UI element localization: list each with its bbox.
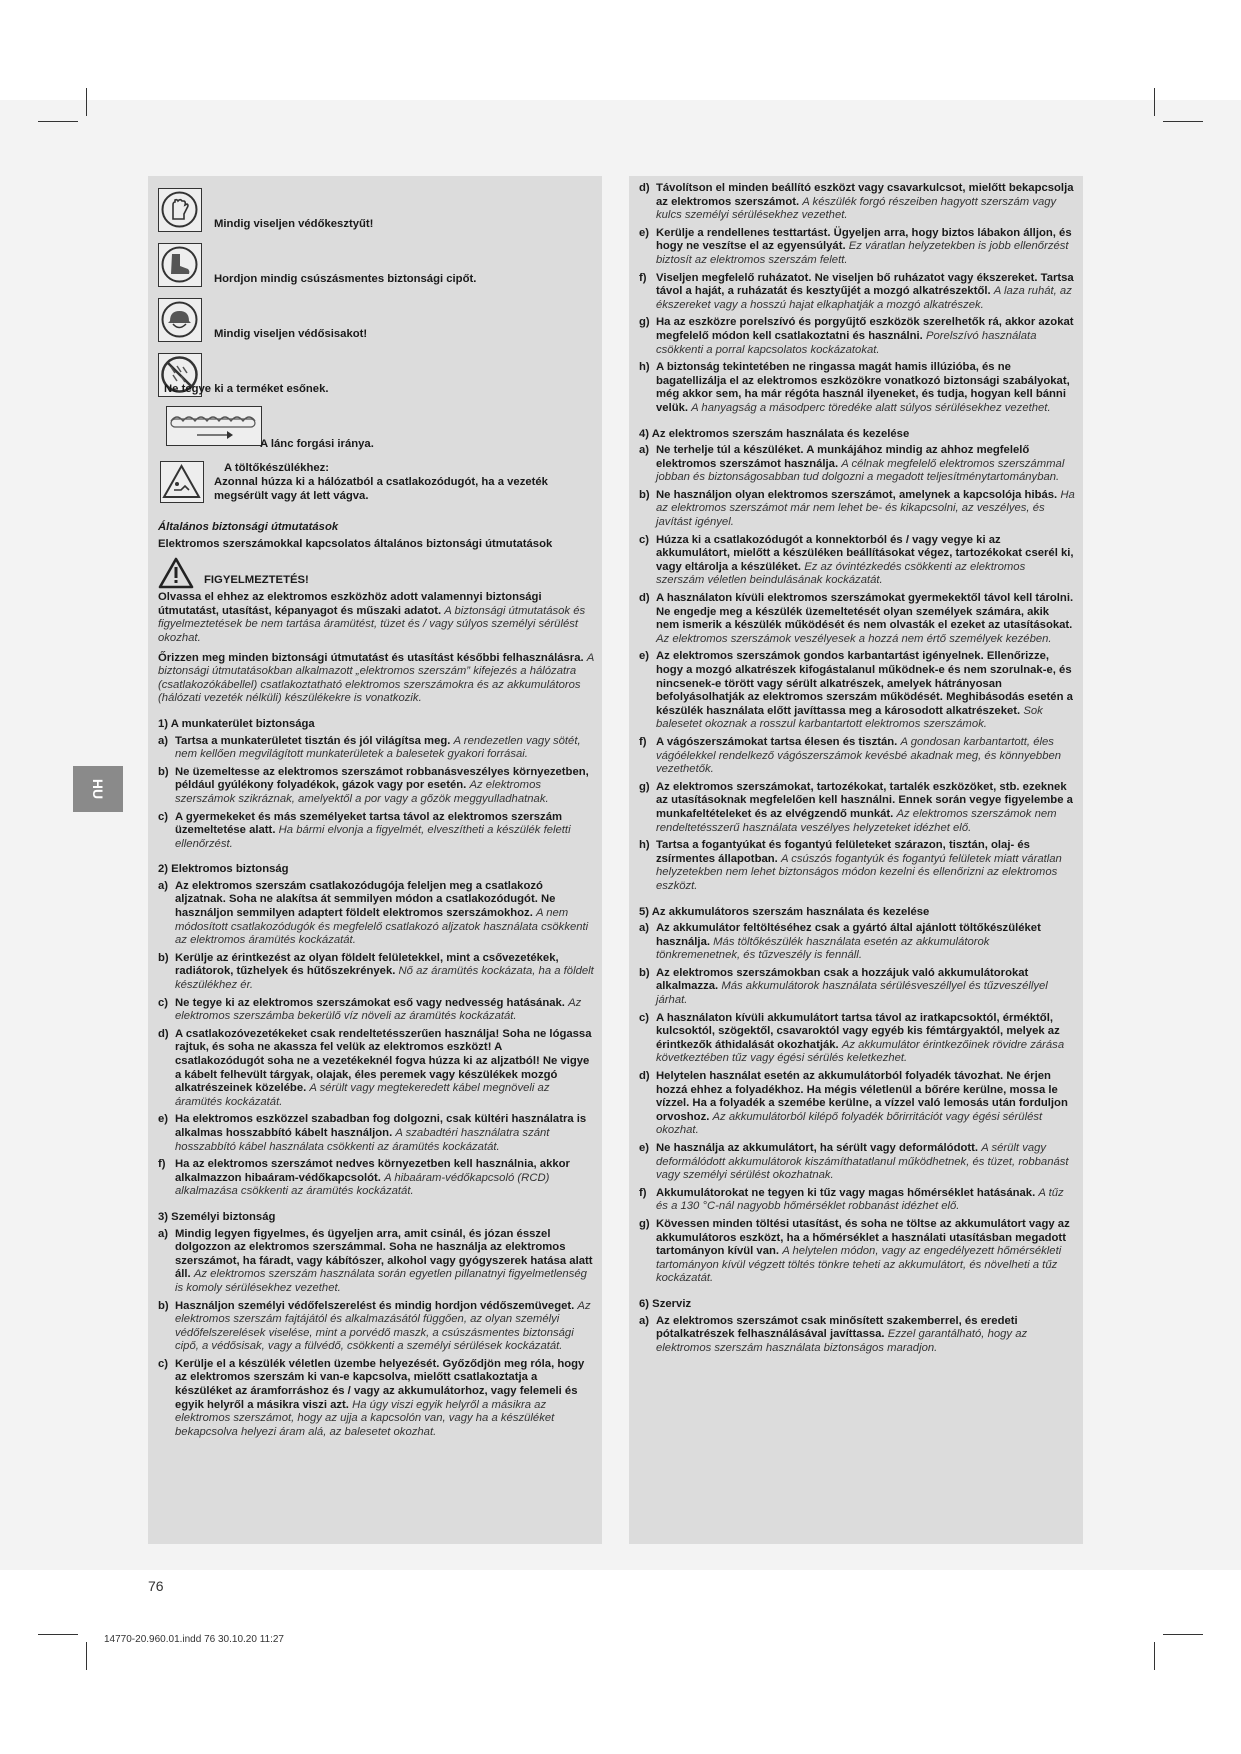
item-italic-text: A nem módosított csatlakozódugók és megfelelő csatlakozó aljzatok használata csökkenti az elektromos áramütés kockázatát. (175, 907, 589, 947)
general-subheading: Elektromos szerszámokkal kapcsolatos általános biztonsági útmutatások (158, 537, 553, 550)
general-paragraph (158, 652, 594, 706)
item-bold-text: Ne üzemeltesse az elektromos szerszámot robbanásveszélyes környezetben, például gyúlékony folyadékok, gázok vagy por esetén. (175, 765, 589, 792)
item-italic-text: Sok balesetet okoznak a rosszul karbantartott elektromos szerszámok. (656, 704, 1043, 731)
item-label: b) (158, 1299, 169, 1312)
item-text (656, 650, 1075, 732)
list-item (639, 534, 1075, 588)
gloves-icon (158, 188, 202, 232)
charger-text: Azonnal húzza ki a hálózatból a csatlakozódugót, ha a vezeték megsérült vagy át lett vágva. (214, 476, 548, 502)
list-item (639, 227, 1075, 268)
item-italic-text: Az elektromos szerszámok veszélyesek a hozzá nem értő személyek kezében. (656, 632, 1052, 645)
symbol-text: A lánc forgási iránya. (260, 438, 374, 450)
item-label: b) (639, 488, 650, 501)
item-bold-text: Az elektromos szerszámok gondos karbantartást igényelnek. Ellenőrizze, hogy a mozgó alkatrészek kifogástalanul működnek-e és nem szorulnak-e, és nincsenek-e törött vagy sérült alkatrészek, amelyek hátrányosan befolyásolhatják az elektromos szerszám működését. Meghibásodás esetén a készülék használata előtt javíttassa meg a károsodott alkatrészeket. (656, 650, 1073, 717)
item-bold-text: Ne terhelje túl a készüléket. A munkájához mindig az ahhoz megfelelő elektromos szerszámot használja. (656, 444, 1030, 470)
item-italic-text: Ezzel garantálható, hogy az elektromos szerszám használata biztonságos maradjon. (656, 1328, 1028, 1354)
list-item (158, 1113, 594, 1154)
item-bold-text: Viseljen megfelelő ruházatot. Ne viseljen bő ruházatot vagy ékszereket. Tartsa távol a haját, a ruházatát és kesztyűjét a mozgó alkatrészektől. (656, 271, 1074, 298)
list-item (639, 839, 1075, 893)
item-italic-text: Ha az elektromos szerszámot már nem lehet be- és kikapcsolni, az veszélyes, és javítást igényel. (656, 488, 1075, 529)
item-label: f) (639, 1186, 647, 1199)
item-bold-text: Kerülje el a készülék véletlen üzembe helyezését. Győződjön meg róla, hogy az elektromos szerszám ki van-e kapcsolva, mielőtt csatlakoztatja a készüléket az áramforráshoz és / vagy az akkumulátorhoz, vagy felemeli és egyik helyről a másikra viszi azt. (175, 1357, 585, 1411)
item-label: c) (639, 1011, 650, 1024)
item-text (175, 1028, 594, 1110)
item-bold-text: Az akkumulátor feltöltéséhez csak a gyártó által ajánlott töltőkészüléket használja. (656, 922, 1041, 948)
item-italic-text: A tűz és a 130 °C-nál nagyobb hőmérséklet robbanást idézhet elő. (656, 1186, 1064, 1213)
item-bold-text: Ha az eszközre porelszívó és porgyűjtő eszközök szerelhetők rá, akkor azokat megfelelő módon kell csatlakoztatni és használni. (656, 316, 1074, 342)
item-text (175, 1113, 594, 1154)
language-tab-label: HU (89, 778, 106, 800)
item-italic-text: Ez az óvintézkedés csökkenti az elektromos szerszám véletlen beindulásának kockázatát. (656, 560, 1026, 587)
list-item (158, 952, 594, 993)
item-bold-text: Tartsa a fogantyúkat és fogantyú felületeket szárazon, tisztán, olaj- és zsírmentes állapotban. (656, 839, 1030, 865)
warning-label: FIGYELMEZTETÉS! (204, 574, 309, 587)
item-label: d) (639, 1070, 650, 1083)
item-label: h) (639, 361, 650, 374)
item-italic-text: Ha bármi elvonja a figyelmét, elveszítheti a készülék feletti ellenőrzést. (175, 824, 571, 850)
item-bold-text: Tartsa a munkaterületet tisztán és jól világítsa meg. (175, 734, 451, 747)
left-column (148, 176, 602, 1544)
page-number: 76 (148, 1578, 164, 1594)
item-italic-text: Az akkumulátorból kilépő folyadék bőrirritációt vagy égési sérülést okozhat. (656, 1110, 1043, 1137)
item-label: d) (158, 1027, 169, 1040)
item-bold-text: Az elektromos szerszámot csak minősített szakemberrel, és eredeti pótalkatrészek felhasználásával javíttassa. (656, 1314, 1018, 1341)
item-label: g) (639, 1217, 650, 1230)
list-item (639, 316, 1075, 357)
item-italic-text: A csúszós fogantyúk és fogantyú felületek miatt váratlan helyzetekben nem lehet biztonságos módon kezelni és ellenőrizni az elektromos eszközt. (656, 852, 1062, 892)
list-item (639, 361, 1075, 415)
list-item (158, 1300, 594, 1354)
general-p2-bold: Őrizzen meg minden biztonsági útmutatást és utasítást későbbi felhasználásra. (158, 651, 584, 664)
item-text (175, 1358, 594, 1440)
item-text (175, 766, 594, 807)
item-bold-text: Mindig legyen figyelmes, és ügyeljen arra, amit csinál, és józan ésszel dolgozzon az elektromos szerszámmal. Soha ne használja az elektromos szerszámot, ha fáradt, vagy kábítószer, alkohol vagy gyógyszerek hatása alatt áll. (175, 1227, 593, 1281)
right-sections (639, 428, 1075, 1356)
item-label: g) (639, 780, 650, 793)
warning-block (158, 555, 594, 591)
list-item (639, 489, 1075, 530)
item-label: c) (158, 1357, 169, 1370)
item-bold-text: Kövessen minden töltési utasítást, és soha ne töltse az akkumulátort vagy az akkumulátoros eszközt, ha a hőmérséklet a használati utasításban megadott tartományon kívül van. (656, 1217, 1070, 1258)
item-label: e) (639, 226, 650, 239)
item-bold-text: Ne használja az akkumulátort, ha sérült vagy deformálódott. (656, 1142, 979, 1154)
symbol-text: Ne tegye ki a terméket esőnek. (164, 383, 329, 395)
item-bold-text: A gyermekeket és más személyeket tartsa távol az elektromos szerszám üzemeltetése alatt. (175, 810, 563, 837)
item-label: a) (639, 922, 650, 935)
general-heading: Általános biztonsági útmutatások (158, 521, 339, 533)
top-margin (0, 0, 1241, 100)
item-bold-text: A használaton kívüli akkumulátort tartsa távol az iratkapcsoktól, érméktől, kulcsoktól, szögektől, csavaroktól vagy egyéb kis fémtárgyaktól, melyek az érintkezők áthidalását okozhatják. (656, 1011, 1060, 1051)
list-item (158, 811, 594, 852)
item-text (656, 227, 1075, 268)
item-italic-text: Az akkumulátor érintkezőinek rövidre zárása következtében tűz vagy égési sérülés keletkezhet. (656, 1038, 1065, 1065)
item-label: d) (639, 182, 650, 194)
item-bold-text: Akkumulátorokat ne tegyen ki tűz vagy magas hőmérséklet hatásának. (656, 1186, 1036, 1199)
list-item (639, 736, 1075, 777)
item-italic-text: A rendezetlen vagy sötét, nem kellően megvilágított munkaterületek a balesetek gyakori forrásai. (175, 734, 581, 761)
item-italic-text: Az elektromos szerszámok nem rendeltetésszerű használata veszélyes helyzeteket idézhet elő. (656, 807, 1057, 834)
list-item (158, 1158, 594, 1199)
item-text (656, 736, 1075, 777)
item-label: f) (639, 271, 647, 284)
item-label: b) (158, 765, 169, 778)
crop-mark (86, 1642, 87, 1670)
list-item (639, 1142, 1075, 1183)
list-item (158, 1358, 594, 1440)
section-heading: 6) Szerviz (639, 1297, 692, 1310)
item-text (656, 534, 1075, 588)
list-item (639, 1012, 1075, 1066)
list-item (639, 1315, 1075, 1356)
item-text (656, 361, 1075, 415)
general-p1-bold: Olvassa el ehhez az elektromos eszközhöz adott valamennyi biztonsági útmutatást, utasítást, képanyagot és műszaki adatot. (158, 591, 542, 617)
section-heading: 2) Elektromos biztonság (158, 863, 289, 876)
list-item (639, 967, 1075, 1008)
item-text (656, 839, 1075, 893)
item-label: c) (158, 810, 169, 823)
item-bold-text: Húzza ki a csatlakozódugót a konnektorból és / vagy vegye ki az akkumulátort, mielőtt a készüléken beállításokat végez, tartozékokat cserél ki, vagy eltárolja a készüléket. (656, 533, 1074, 573)
crop-mark (38, 1634, 78, 1635)
item-bold-text: Az elektromos szerszám csatlakozódugója feleljen meg a csatlakozó aljzatnak. Soha ne alakítsa át semmilyen módon a csatlakozódugót. Ne használjon semmilyen adaptert földelt elektromos szerszámokhoz. (175, 879, 556, 920)
item-text (656, 444, 1075, 485)
print-footer: 14770-20.960.01.indd 76 30.10.20 11:27 (104, 1634, 284, 1645)
item-italic-text: A sérült vagy deformálódott akkumulátorok kiszámíthatatlanul működhetnek, és tüzet, robbanást vagy személyi sérülést okozhatnak. (656, 1142, 1069, 1182)
item-label: e) (158, 1113, 169, 1126)
item-italic-text: Nő az áramütés kockázata, ha a földelt készülékhez ér. (175, 965, 594, 992)
item-bold-text: Ha elektromos eszközzel szabadban fog dolgozni, csak kültéri használatra is alkalmas hosszabbító kábelt használjon. (175, 1113, 587, 1139)
section-heading: 5) Az akkumulátoros szerszám használata és kezelése (639, 905, 930, 918)
item-text (656, 1070, 1075, 1138)
list-item (639, 182, 1075, 223)
item-label: e) (639, 650, 650, 663)
list-item (158, 880, 594, 948)
item-bold-text: Helytelen használat esetén az akkumulátorból folyadék távozhat. Ne érjen hozzá ehhez a folyadékhoz. Ha mégis véletlenül a bőrére kerülne, mossa le vízzel. Ha a folyadék a szemébe kerülne, a vízzel való lemosás után forduljon orvoshoz. (656, 1070, 1068, 1123)
list-item (158, 735, 594, 762)
crop-mark (38, 121, 78, 122)
item-text (656, 316, 1075, 357)
item-text (175, 952, 594, 993)
item-label: c) (639, 533, 650, 546)
item-label: f) (158, 1158, 166, 1171)
item-text (656, 781, 1075, 835)
item-italic-text: A szabadtéri használatra szánt hosszabbító kábel használata csökkenti az áramütés kockázatát. (175, 1126, 550, 1153)
list-item (158, 1228, 594, 1296)
item-italic-text: A hanyagság a másodperc töredéke alatt súlyos sérülésekhez vezethet. (691, 401, 1051, 414)
item-italic-text: A sérült vagy megtekeredett kábel megnöveli az áramütés kockázatát. (175, 1082, 550, 1108)
item-bold-text: Távolítson el minden beállító eszközt vagy csavarkulcsot, mielőtt bekapcsolja az elektromos szerszámot. (656, 182, 1074, 208)
item-italic-text: A hibaáram-védőkapcsoló (RCD) alkalmazása csökkenti az áramütés kockázatát. (175, 1171, 550, 1198)
crop-mark (1163, 1634, 1203, 1635)
item-bold-text: A vágószerszámokat tartsa élesen és tisztán. (656, 735, 898, 748)
item-label: b) (639, 966, 650, 979)
symbol-text: Mindig viseljen védősisakot! (214, 328, 368, 340)
item-text (656, 1012, 1075, 1066)
item-label: c) (158, 996, 169, 1009)
item-bold-text: Kerülje a rendellenes testtartást. Ügyeljen arra, hogy biztos lábakon álljon, és hogy ne veszítse el az egyensúlyát. (656, 226, 1072, 253)
item-text (656, 489, 1075, 530)
item-italic-text: A laza ruhát, az ékszereket vagy a hosszú hajat elkaphatják a mozgó alkatrészek. (656, 285, 1072, 311)
item-text (175, 997, 594, 1024)
list-item (639, 1070, 1075, 1138)
warning-icon (158, 557, 194, 594)
item-text (175, 1158, 594, 1199)
list-item (639, 1218, 1075, 1286)
item-text (656, 1315, 1075, 1356)
item-italic-text: Az elektromos szerszámok szikráznak, amelyektől a por vagy a gőzök meggyulladhatnak. (175, 779, 549, 805)
right-first-items (639, 182, 1075, 416)
section-heading: 4) Az elektromos szerszám használata és kezelése (639, 427, 910, 440)
item-text (175, 735, 594, 762)
crop-mark (86, 88, 87, 116)
item-label: a) (158, 879, 169, 892)
item-text (656, 967, 1075, 1008)
chain-direction-icon (166, 406, 262, 446)
symbol-text: Hordjon mindig csúszásmentes biztonsági cipőt. (214, 273, 477, 285)
item-bold-text: A csatlakozóvezetékeket csak rendeltetésszerűen használja! Soha ne lógassa rajtuk, és soha ne akassza fel velük az elektromos eszközt! A csatlakozódugót soha ne a vezetékeknél fogva húzza ki az aljzatból! Ne vigye a kábelt felhevült tárgyak, olajak, éles peremek vagy készülékek mozgó alkatrészeinek közelébe. (175, 1027, 592, 1095)
item-text (175, 811, 594, 852)
list-item (639, 922, 1075, 963)
item-text (656, 1187, 1075, 1214)
item-italic-text: A helytelen módon, vagy az engedélyezett hőmérsékleti tartományon kívül végzett töltés tönkre teheti az akkumulátort, és növelheti a tűz kockázatát. (656, 1245, 1062, 1285)
item-bold-text: A használaton kívüli elektromos szerszámokat gyermekektől távol kell tárolni. Ne engedje meg a készülék üzemeltetését olyan személyek számára, akik nem ismerik a készülék működését és nem olvasták el ezeket az utasításokat. (656, 592, 1074, 632)
list-item (158, 1028, 594, 1110)
list-item (639, 650, 1075, 732)
item-italic-text: A készülék forgó részeiben hagyott szerszám vagy kulcs személyi sérülésekhez vezethet. (656, 195, 1057, 222)
list-item (639, 444, 1075, 485)
item-italic-text: Az elektromos szerszámba bekerülő víz növeli az áramütés kockázatát. (175, 996, 582, 1023)
item-bold-text: Az elektromos szerszámokat, tartozékokat, tartalék eszközöket, stb. ezeknek az utasításoknak megfelelően kell használni. Ennek során vegye figyelembe a munkafeltételeket és az elvégzendő munkát. (656, 780, 1073, 820)
section-heading: 3) Személyi biztonság (158, 1210, 276, 1223)
item-text (656, 922, 1075, 963)
item-text (656, 1142, 1075, 1183)
item-bold-text: Ne tegye ki az elektromos szerszámokat eső vagy nedvesség hatásának. (175, 996, 565, 1009)
item-italic-text: Az elektromos szerszám fajtájától és alkalmazásától függően, az olyan személyi védőfelszerelések viselése, mint a porvédő maszk, a csúszásmentes biztonsági cipő, a védősisak, vagy a fülvédő, csökkenti a személyi sérülések kockázatát. (175, 1299, 591, 1353)
general-paragraph (158, 591, 594, 645)
item-italic-text: Porelszívó használata csökkenti a porral kapcsolatos kockázatokat. (656, 329, 1037, 356)
list-item (158, 997, 594, 1024)
item-label: a) (639, 1314, 650, 1327)
item-label: f) (639, 735, 647, 748)
item-bold-text: Ne használjon olyan elektromos szerszámot, amelynek a kapcsolója hibás. (656, 488, 1058, 501)
item-label: a) (158, 734, 169, 747)
item-label: e) (639, 1142, 650, 1154)
crop-mark (1163, 121, 1203, 122)
item-label: b) (158, 951, 169, 964)
item-text (656, 182, 1075, 223)
language-tab (73, 766, 123, 812)
list-item (639, 1187, 1075, 1214)
item-text (175, 1228, 594, 1296)
item-label: h) (639, 839, 650, 852)
item-text (175, 1300, 594, 1354)
item-bold-text: A biztonság tekintetében ne ringassa magát hamis illúzióba, és ne bagatellizálja el az elektromos eszközökre vonatkozó biztonsági szabályokat, még akkor sem, ha már régóta használ ilyeneket, és tudja, hogyan kell bánni velük. (656, 361, 1070, 414)
symbol-row (158, 292, 594, 347)
charger-warning-icon (160, 461, 204, 503)
item-italic-text: Más akkumulátorok használata sérülésveszéllyel és tűzveszéllyel járhat. (656, 980, 1048, 1007)
item-italic-text: Az elektromos szerszám használata során egyetlen pillanatnyi figyelmetlenség is komoly sérülésekhez vezethet. (175, 1268, 587, 1294)
item-label: a) (158, 1227, 169, 1240)
symbol-row (158, 237, 594, 292)
list-item (639, 272, 1075, 313)
safety-boot-icon (158, 243, 202, 287)
crop-mark (1154, 88, 1155, 116)
item-label: d) (639, 592, 650, 605)
item-bold-text: Ha az elektromos szerszámot nedves környezetben kell használnia, akkor alkalmazzon hibaáram-védőkapcsolót. (175, 1158, 570, 1184)
symbol-row (158, 182, 594, 237)
crop-mark (1154, 1642, 1155, 1670)
list-item (639, 781, 1075, 835)
helmet-icon (158, 298, 202, 342)
item-bold-text: Az elektromos szerszámokban csak a hozzájuk való akkumulátorokat alkalmazza. (656, 966, 1029, 993)
item-italic-text: A célnak megfelelő elektromos szerszámmal jobban és biztonságosabban tud dolgozni a megadott teljesítménytartományban. (656, 457, 1065, 484)
item-text (656, 272, 1075, 313)
section-heading: 1) A munkaterület biztonsága (158, 717, 315, 730)
item-text (656, 1218, 1075, 1286)
item-italic-text: Ha úgy viszi egyik helyről a másikra az elektromos szerszámot, hogy az ujja a kapcsolón van, vagy ha a készüléket bekapcsolva helyezi áram alá, az balesetet okozhat. (175, 1398, 555, 1438)
general-p2-italic: A biztonsági útmutatásokban alkalmazott „elektromos szerszám” kifejezés a hálózatra (csatlakozókábellel) csatlakoztatható elektromos szerszámokra és az akkumulátoros (hálózati vezeték nélküli) készülékekre is vonatkozik. (158, 651, 594, 705)
charger-title: A töltőkészülékhez: (224, 462, 330, 474)
symbol-row (158, 347, 594, 402)
item-bold-text: Kerülje az érintkezést az olyan földelt felületekkel, mint a csővezetékek, radiátorok, tűzhelyek és hűtőszekrények. (175, 951, 559, 978)
item-label: g) (639, 316, 650, 329)
item-label: a) (639, 444, 650, 457)
item-bold-text: Használjon személyi védőfelszerelést és mindig hordjon védőszemüveget. (175, 1299, 575, 1312)
item-text (656, 592, 1075, 646)
left-sections (158, 718, 594, 1440)
item-italic-text: Ez váratlan helyzetekben is jobb ellenőrzést biztosít az elektromos szerszám felett. (656, 240, 1069, 266)
right-column (629, 176, 1083, 1544)
charger-block (158, 459, 594, 515)
symbol-row (158, 402, 594, 457)
general-p1-italic: A biztonsági útmutatások és figyelmeztetések be nem tartása áramütést, tüzet és / vagy súlyos személyi sérülést okozhat. (158, 604, 586, 644)
item-italic-text: Más töltőkészülék használata esetén az akkumulátorok tönkremenetnek, és tűzveszély is fennáll. (656, 935, 990, 962)
item-italic-text: A gondosan karbantartott, éles vágóélekkel rendelkező vágószerszámok kevésbé akadnak meg, és könnyebben vezethetők. (656, 735, 1062, 776)
item-text (175, 880, 594, 948)
symbol-text: Mindig viseljen védőkesztyűt! (214, 218, 374, 230)
list-item (639, 592, 1075, 646)
list-item (158, 766, 594, 807)
